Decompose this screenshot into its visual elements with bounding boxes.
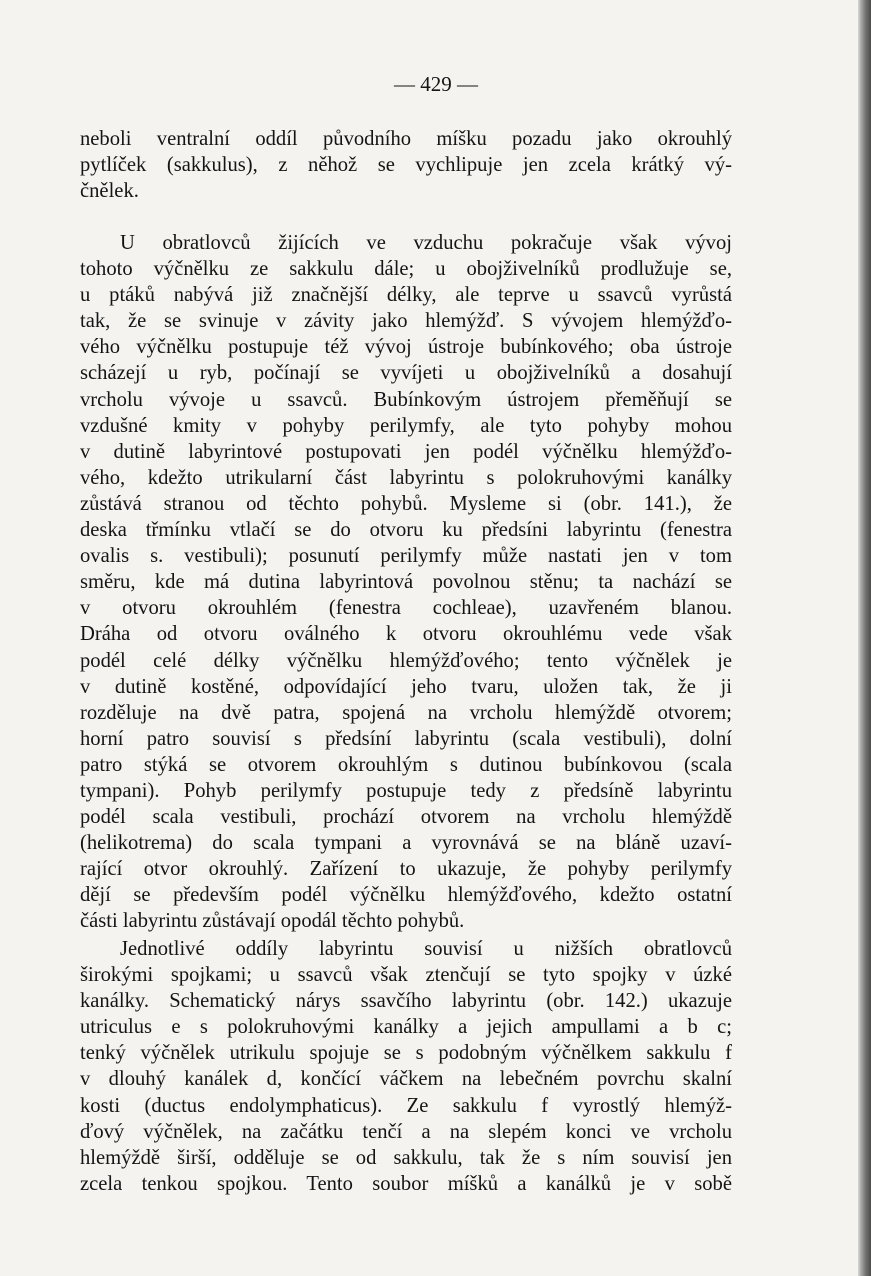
page-edge-shadow bbox=[858, 0, 871, 1276]
text-line: tympani). Pohyb perilymfy postupuje tedy z předsíně labyrintu bbox=[80, 779, 732, 802]
text-line: vrcholu vývoje u ssavců. Bubínkovým ústrojem přeměňují se bbox=[80, 388, 732, 411]
text-line: horní patro souvisí s předsíní labyrintu (scala vestibuli), dolní bbox=[80, 727, 732, 750]
text-line: zcela tenkou spojkou. Tento soubor míšků a kanálků je v sobě bbox=[80, 1172, 732, 1195]
text-line: vého, kdežto utrikularní část labyrintu s polokruhovými kanálky bbox=[80, 466, 732, 489]
text-line: rozděluje na dvě patra, spojená na vrcholu hlemýždě otvorem; bbox=[80, 701, 732, 724]
text-line: směru, kde má dutina labyrintová povolnou stěnu; ta nachází se bbox=[80, 571, 732, 594]
text-line: utriculus e s polokruhovými kanálky a jejich ampullami a b c; bbox=[80, 1016, 732, 1039]
text-line: vého výčnělku postupuje též vývoj ústroje bubínkového; oba ústroje bbox=[80, 336, 732, 359]
text-line: u ptáků nabývá již značnější délky, ale teprve u ssavců vyrůstá bbox=[80, 284, 732, 307]
text-line: podél celé délky výčnělku hlemýžďového; tento výčnělek je bbox=[80, 649, 732, 672]
text-line: scházejí u ryb, počínají se vyvíjeti u obojživelníků a dosahují bbox=[80, 362, 732, 385]
text-line: pytlíček (sakkulus), z něhož se vychlipuje jen zcela krátký vý- bbox=[80, 154, 732, 177]
text-line: podél scala vestibuli, prochází otvorem na vrcholu hlemýždě bbox=[80, 806, 732, 829]
text-line: ovalis s. vestibuli); posunutí perilymfy může nastati jen v tom bbox=[80, 545, 732, 568]
text-line: dějí se především podél výčnělku hlemýžďového, kdežto ostatní bbox=[80, 884, 732, 907]
text-line: (helikotrema) do scala tympani a vyrovnává se na bláně uzaví- bbox=[80, 832, 732, 855]
text-line: Jednotlivé oddíly labyrintu souvisí u nižších obratlovců bbox=[120, 938, 732, 960]
paragraph-1 bbox=[80, 126, 732, 204]
paragraph-2 bbox=[80, 230, 732, 935]
page-number: — 429 — bbox=[394, 72, 478, 96]
text-line: ďový výčnělek, na začátku tenčí a na slepém konci ve vrcholu bbox=[80, 1120, 732, 1143]
paragraph-3 bbox=[80, 936, 732, 1197]
text-line: kosti (ductus endolymphaticus). Ze sakkulu f vyrostlý hlemýž- bbox=[80, 1094, 732, 1117]
text-line: tak, že se svinuje v závity jako hlemýžď. S vývojem hlemýžďo- bbox=[80, 310, 732, 333]
text-line: v dlouhý kanálek d, končící váčkem na lebečném povrchu skalní bbox=[80, 1068, 732, 1091]
text-line: tohoto výčnělku ze sakkulu dále; u obojživelníků prodlužuje se, bbox=[80, 258, 732, 281]
text-line: deska třmínku vtlačí se do otvoru ku předsíni labyrintu (fenestra bbox=[80, 519, 732, 542]
text-line: části labyrintu zůstávají opodál těchto pohybů. bbox=[80, 910, 465, 933]
text-line: neboli ventralní oddíl původního míšku pozadu jako okrouhlý bbox=[80, 128, 732, 150]
text-line: v dutině kostěné, odpovídající jeho tvaru, uložen tak, že ji bbox=[80, 675, 732, 698]
text-line: širokými spojkami; u ssavců však ztenčují se tyto spojky v úzké bbox=[80, 964, 732, 987]
text-line: vzdušné kmity v pohyby perilymfy, ale tyto pohyby mohou bbox=[80, 414, 732, 437]
text-line: Dráha od otvoru oválného k otvoru okrouhlému vede však bbox=[80, 623, 732, 646]
text-line: hlemýždě širší, odděluje se od sakkulu, tak že s ním souvisí jen bbox=[80, 1146, 732, 1169]
text-line: rající otvor okrouhlý. Zařízení to ukazuje, že pohyby perilymfy bbox=[80, 858, 732, 881]
text-line: U obratlovců žijících ve vzduchu pokračuje však vývoj bbox=[120, 232, 732, 254]
text-line: patro stýká se otvorem okrouhlým s dutinou bubínkovou (scala bbox=[80, 753, 732, 776]
text-line: v dutině labyrintové postupovati jen podél výčnělku hlemýžďo- bbox=[80, 440, 732, 463]
text-line: tenký výčnělek utrikulu spojuje se s podobným výčnělkem sakkulu f bbox=[80, 1042, 732, 1065]
text-line: v otvoru okrouhlém (fenestra cochleae), uzavřeném blanou. bbox=[80, 597, 732, 620]
text-line: čnělek. bbox=[80, 180, 139, 203]
text-line: zůstává stranou od těchto pohybů. Mysleme si (obr. 141.), že bbox=[80, 492, 732, 515]
text-line: kanálky. Schematický nárys ssavčího labyrintu (obr. 142.) ukazuje bbox=[80, 990, 732, 1013]
